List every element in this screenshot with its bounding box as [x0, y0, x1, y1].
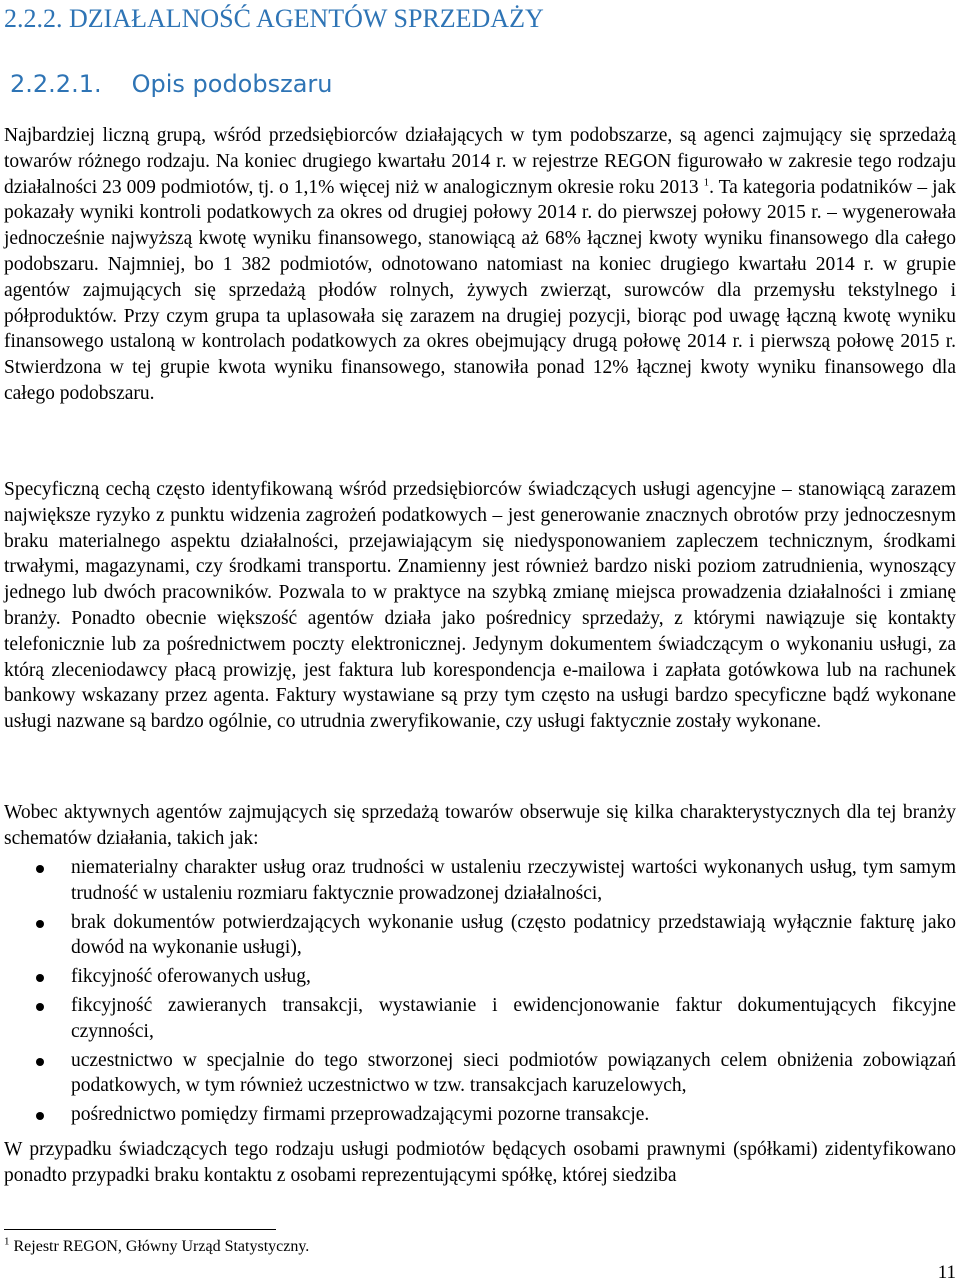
list-item	[4, 855, 956, 907]
document-page	[4, 0, 956, 1286]
footnote-marker: 1	[4, 1235, 10, 1248]
list-item-text: niematerialny charakter usług oraz trudności w ustaleniu rzeczywistej wartości wykonanych usług, tym samym trudność w ustaleniu rozmiaru faktycznie prowadzonej działalności,	[71, 857, 956, 904]
list-item	[4, 1048, 956, 1100]
bullet-icon	[36, 1112, 44, 1120]
footnote-divider	[4, 1229, 276, 1230]
bullet-icon	[36, 865, 44, 873]
subsection-heading	[10, 70, 332, 98]
scheme-list	[4, 855, 956, 1131]
subsection-number: 2.2.2.1.	[10, 70, 102, 98]
footnote-text: Rejestr REGON, Główny Urząd Statystyczny.	[9, 1238, 310, 1255]
list-item-text: fikcyjność zawieranych transakcji, wystawianie i ewidencjonowanie faktur dokumentujących fikcyjne czynności,	[71, 994, 956, 1042]
list-item-text: uczestnictwo w specjalnie do tego stworzonej sieci podmiotów powiązanych celem obniżenia zobowiązań podatkowych, w tym również uczestnictwo w tzw. transakcjach karuzelowych,	[71, 1049, 956, 1097]
paragraph-1-text-b: . Ta kategoria podatników – jak pokazały wyniki kontroli podatkowych za okres od drugiej połowy 2014 r. do pierwszej połowy 2015 r. – wygenerowała jednocześnie najwyższą kwotę wyniku finansowego, stanowiącą aż 68% łącznej kwoty wyniku finansowego dla całego podobszaru. Najmniej, bo 1 382 podmiotów, odnotowano natomiast na koniec drugiego kwartału 2014 r. w grupie agentów zajmujących się sprzedażą płodów rolnych, żywych zwierząt, surowców dla przemysłu tekstylnego i półproduktów. Przy czym grupa ta uplasowała się zarazem na drugiej pozycji, biorąc pod uwagę łączną kwotę wyniku finansowego ustaloną w kontrolach podatkowych za okres obejmujący drugą połowę 2014 r. i pierwszą połowę 2015 r. Stwierdzona w tej grupie kwota wyniku finansowego, stanowiła ponad 12% łącznej kwoty wyniku finansowego dla całego podobszaru.	[4, 176, 956, 404]
list-item	[4, 1102, 956, 1128]
list-item-text: fikcyjność oferowanych usług,	[71, 966, 311, 988]
list-item	[4, 993, 956, 1045]
bullet-icon	[36, 1003, 44, 1011]
paragraph-2: Specyficzną cechą często identyfikowaną wśród przedsiębiorców świadczących usługi agencyjne – stanowiącą zarazem największe ryzyko z punktu widzenia zagrożeń podatkowych – jest generowanie znacznych obrotów przy jednoczesnym braku materialnego aspektu działalności, przejawiającym się niedysponowaniem zapleczem technicznym, środkami trwałymi, magazynami, czy środkami transportu. Znamienny jest również bardzo niski poziom zatrudnienia, wynoszący jednego lub dwóch pracowników. Pozwala to w praktyce na szybką zmianę miejsca prowadzenia działalności i zmianę branży. Ponadto obecnie większość agentów działa jako pośrednicy sprzedaży, z którymi nawiązuje się kontakty telefonicznie lub za pośrednictwem poczty elektronicznej. Jedynym dokumentem świadczącym o wykonaniu usługi, za którą zleceniodawcy płacą prowizję, jest faktura lub korespondencja e-mailowa i zapłata gotówkowa lub na rachunek bankowy wskazany przez agenta. Faktury wystawiane są przy tym często na usługi bardzo specyficzne bądź wykonane usługi nazwane są bardzo ogólnie, co utrudnia zweryfikowanie, czy usługi faktycznie zostały wykonane.	[4, 479, 956, 733]
footnote-reference[interactable]: 1	[703, 176, 710, 189]
footnote	[4, 1235, 310, 1256]
list-item	[4, 964, 956, 990]
paragraph-1	[4, 123, 956, 407]
bullet-icon	[36, 974, 44, 982]
bullet-icon	[36, 920, 44, 928]
subsection-title: Opis podobszaru	[131, 70, 333, 98]
list-item	[4, 910, 956, 962]
paragraph-1-text-a: Najbardziej liczną grupą, wśród przedsiębiorców działających w tym podobszarze, są agenci zajmujący się sprzedażą towarów różnego rodzaju. Na koniec drugiego kwartału 2014 r. w rejestrze REGON figurowało w zakresie tego rodzaju działalności 23 009 podmiotów, tj. o 1,1% więcej niż w analogicznym okresie roku 2013	[4, 125, 956, 198]
page-number: 11	[937, 1262, 956, 1283]
paragraph-3: Wobec aktywnych agentów zajmujących się sprzedażą towarów obserwuje się kilka charakterystycznych dla tej branży schematów działania, takich jak:	[4, 802, 956, 849]
bullet-icon	[36, 1058, 44, 1066]
section-heading: 2.2.2. DZIAŁALNOŚĆ AGENTÓW SPRZEDAŻY	[4, 4, 544, 33]
paragraph-4: W przypadku świadczących tego rodzaju usługi podmiotów będących osobami prawnymi (spółkami) zidentyfikowano ponadto przypadki braku kontaktu z osobami reprezentującymi spółkę, której siedziba	[4, 1139, 956, 1186]
list-item-text: brak dokumentów potwierdzających wykonanie usług (często podatnicy przedstawiają wyłącznie fakturę jako dowód na wykonanie usługi),	[71, 911, 956, 959]
list-item-text: pośrednictwo pomiędzy firmami przeprowadzającymi pozorne transakcje.	[71, 1104, 650, 1126]
